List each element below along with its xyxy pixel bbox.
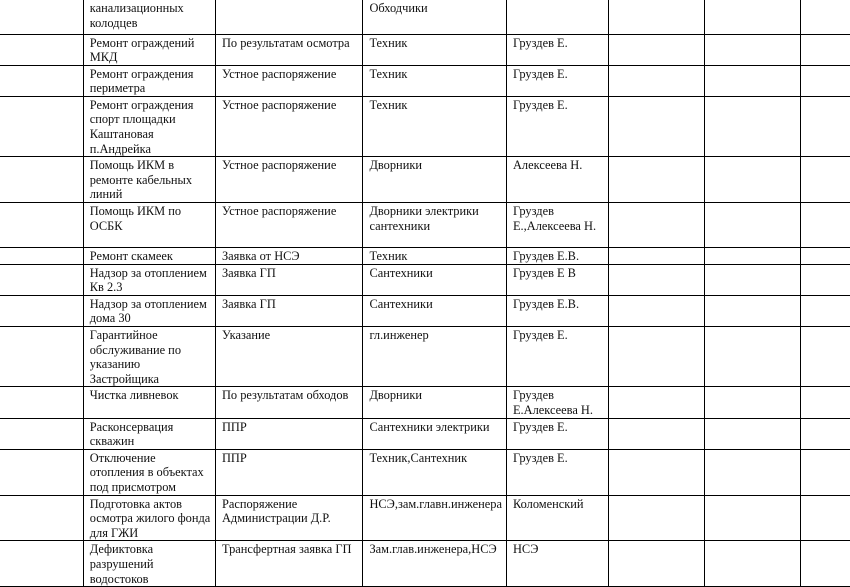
executor-cell: НСЭ,зам.главн.инженера <box>363 495 507 541</box>
work-cell: Расконсервация скважин <box>83 418 215 449</box>
empty-cell <box>801 295 850 326</box>
table-row <box>0 34 850 65</box>
work-cell: Ремонт ограждения периметра <box>83 65 215 96</box>
work-cell: Отключение отопления в объектах под присмотром <box>83 449 215 495</box>
basis-cell: Устное распоряжение <box>215 157 362 203</box>
empty-cell <box>0 264 83 295</box>
empty-cell <box>0 0 83 34</box>
responsible-cell: Груздев Е. <box>506 34 608 65</box>
empty-cell <box>801 0 850 34</box>
empty-cell <box>609 248 705 265</box>
table-row <box>0 418 850 449</box>
empty-cell <box>801 203 850 248</box>
responsible-cell: Груздев Е. <box>506 65 608 96</box>
empty-cell <box>0 65 83 96</box>
table-row <box>0 387 850 418</box>
responsible-cell: Алексеева Н. <box>506 157 608 203</box>
empty-cell <box>609 449 705 495</box>
empty-cell <box>609 65 705 96</box>
work-cell: Надзор за отоплением Кв 2.3 <box>83 264 215 295</box>
table-row <box>0 327 850 387</box>
empty-cell <box>609 541 705 587</box>
responsible-cell: НСЭ <box>506 541 608 587</box>
responsible-cell: Груздев Е. <box>506 96 608 156</box>
work-cell: Гарантийное обслуживание по указанию Застройщика <box>83 327 215 387</box>
table-row <box>0 65 850 96</box>
empty-cell <box>609 0 705 34</box>
empty-cell <box>0 96 83 156</box>
work-cell: Помощь ИКМ по ОСБК <box>83 203 215 248</box>
work-cell: Надзор за отоплением дома 30 <box>83 295 215 326</box>
empty-cell <box>609 96 705 156</box>
empty-cell <box>704 418 801 449</box>
empty-cell <box>704 0 801 34</box>
empty-cell <box>801 327 850 387</box>
responsible-cell <box>506 0 608 34</box>
empty-cell <box>801 34 850 65</box>
empty-cell <box>0 541 83 587</box>
empty-cell <box>704 449 801 495</box>
empty-cell <box>609 295 705 326</box>
empty-cell <box>609 495 705 541</box>
basis-cell: Распоряжение Администрации Д.Р. <box>215 495 362 541</box>
responsible-cell: Груздев Е.Алексеева Н. <box>506 387 608 418</box>
basis-cell: Заявка от НСЭ <box>215 248 362 265</box>
executor-cell: гл.инженер <box>363 327 507 387</box>
work-cell: канализационных колодцев <box>83 0 215 34</box>
work-cell: Ремонт ограждения спорт площадки Каштановая п.Андрейка <box>83 96 215 156</box>
table-row <box>0 295 850 326</box>
executor-cell: Техник,Сантехник <box>363 449 507 495</box>
table-row <box>0 449 850 495</box>
responsible-cell: Груздев Е В <box>506 264 608 295</box>
empty-cell <box>704 327 801 387</box>
table-row <box>0 0 850 34</box>
work-cell: Дефиктовка разрушений водостоков <box>83 541 215 587</box>
empty-cell <box>609 34 705 65</box>
empty-cell <box>704 96 801 156</box>
responsible-cell: Груздев Е.В. <box>506 295 608 326</box>
empty-cell <box>704 264 801 295</box>
empty-cell <box>801 418 850 449</box>
executor-cell: Сантехники электрики <box>363 418 507 449</box>
work-cell: Ремонт ограждений МКД <box>83 34 215 65</box>
empty-cell <box>0 34 83 65</box>
responsible-cell: Груздев Е. <box>506 418 608 449</box>
empty-cell <box>704 541 801 587</box>
responsible-cell: Груздев Е.В. <box>506 248 608 265</box>
table-row <box>0 495 850 541</box>
executor-cell: Обходчики <box>363 0 507 34</box>
empty-cell <box>0 203 83 248</box>
basis-cell: ППР <box>215 449 362 495</box>
table-row <box>0 541 850 587</box>
work-cell: Подготовка актов осмотра жилого фонда для ГЖИ <box>83 495 215 541</box>
table-row <box>0 264 850 295</box>
executor-cell: Техник <box>363 65 507 96</box>
empty-cell <box>704 248 801 265</box>
responsible-cell: Коломенский <box>506 495 608 541</box>
empty-cell <box>801 495 850 541</box>
empty-cell <box>704 203 801 248</box>
basis-cell: Трансфертная заявка ГП <box>215 541 362 587</box>
basis-cell: По результатам осмотра <box>215 34 362 65</box>
empty-cell <box>0 495 83 541</box>
empty-cell <box>609 203 705 248</box>
empty-cell <box>801 449 850 495</box>
table-row <box>0 203 850 248</box>
table-row <box>0 248 850 265</box>
executor-cell: Дворники электрики сантехники <box>363 203 507 248</box>
executor-cell: Дворники <box>363 157 507 203</box>
empty-cell <box>609 327 705 387</box>
table-row <box>0 96 850 156</box>
empty-cell <box>0 327 83 387</box>
empty-cell <box>609 387 705 418</box>
empty-cell <box>609 264 705 295</box>
empty-cell <box>801 65 850 96</box>
empty-cell <box>801 264 850 295</box>
empty-cell <box>801 248 850 265</box>
empty-cell <box>704 157 801 203</box>
table-row <box>0 157 850 203</box>
basis-cell: ППР <box>215 418 362 449</box>
work-cell: Чистка ливневок <box>83 387 215 418</box>
executor-cell: Техник <box>363 248 507 265</box>
basis-cell: По результатам обходов <box>215 387 362 418</box>
executor-cell: Дворники <box>363 387 507 418</box>
empty-cell <box>801 541 850 587</box>
basis-cell: Устное распоряжение <box>215 96 362 156</box>
responsible-cell: Груздев Е. <box>506 327 608 387</box>
empty-cell <box>704 34 801 65</box>
empty-cell <box>801 96 850 156</box>
empty-cell <box>609 157 705 203</box>
executor-cell: Сантехники <box>363 295 507 326</box>
empty-cell <box>704 387 801 418</box>
responsible-cell: Груздев Е. <box>506 449 608 495</box>
empty-cell <box>0 449 83 495</box>
empty-cell <box>0 295 83 326</box>
basis-cell: Устное распоряжение <box>215 65 362 96</box>
basis-cell: Устное распоряжение <box>215 203 362 248</box>
empty-cell <box>0 157 83 203</box>
empty-cell <box>0 248 83 265</box>
basis-cell: Указание <box>215 327 362 387</box>
empty-cell <box>0 387 83 418</box>
empty-cell <box>704 295 801 326</box>
empty-cell <box>609 418 705 449</box>
basis-cell: Заявка ГП <box>215 264 362 295</box>
work-cell: Ремонт скамеек <box>83 248 215 265</box>
basis-cell <box>215 0 362 34</box>
executor-cell: Зам.глав.инженера,НСЭ <box>363 541 507 587</box>
empty-cell <box>801 387 850 418</box>
work-cell: Помощь ИКМ в ремонте кабельных линий <box>83 157 215 203</box>
executor-cell: Техник <box>363 34 507 65</box>
executor-cell: Техник <box>363 96 507 156</box>
basis-cell: Заявка ГП <box>215 295 362 326</box>
empty-cell <box>0 418 83 449</box>
responsible-cell: Груздев Е.,Алексеева Н. <box>506 203 608 248</box>
empty-cell <box>704 495 801 541</box>
executor-cell: Сантехники <box>363 264 507 295</box>
empty-cell <box>801 157 850 203</box>
empty-cell <box>704 65 801 96</box>
